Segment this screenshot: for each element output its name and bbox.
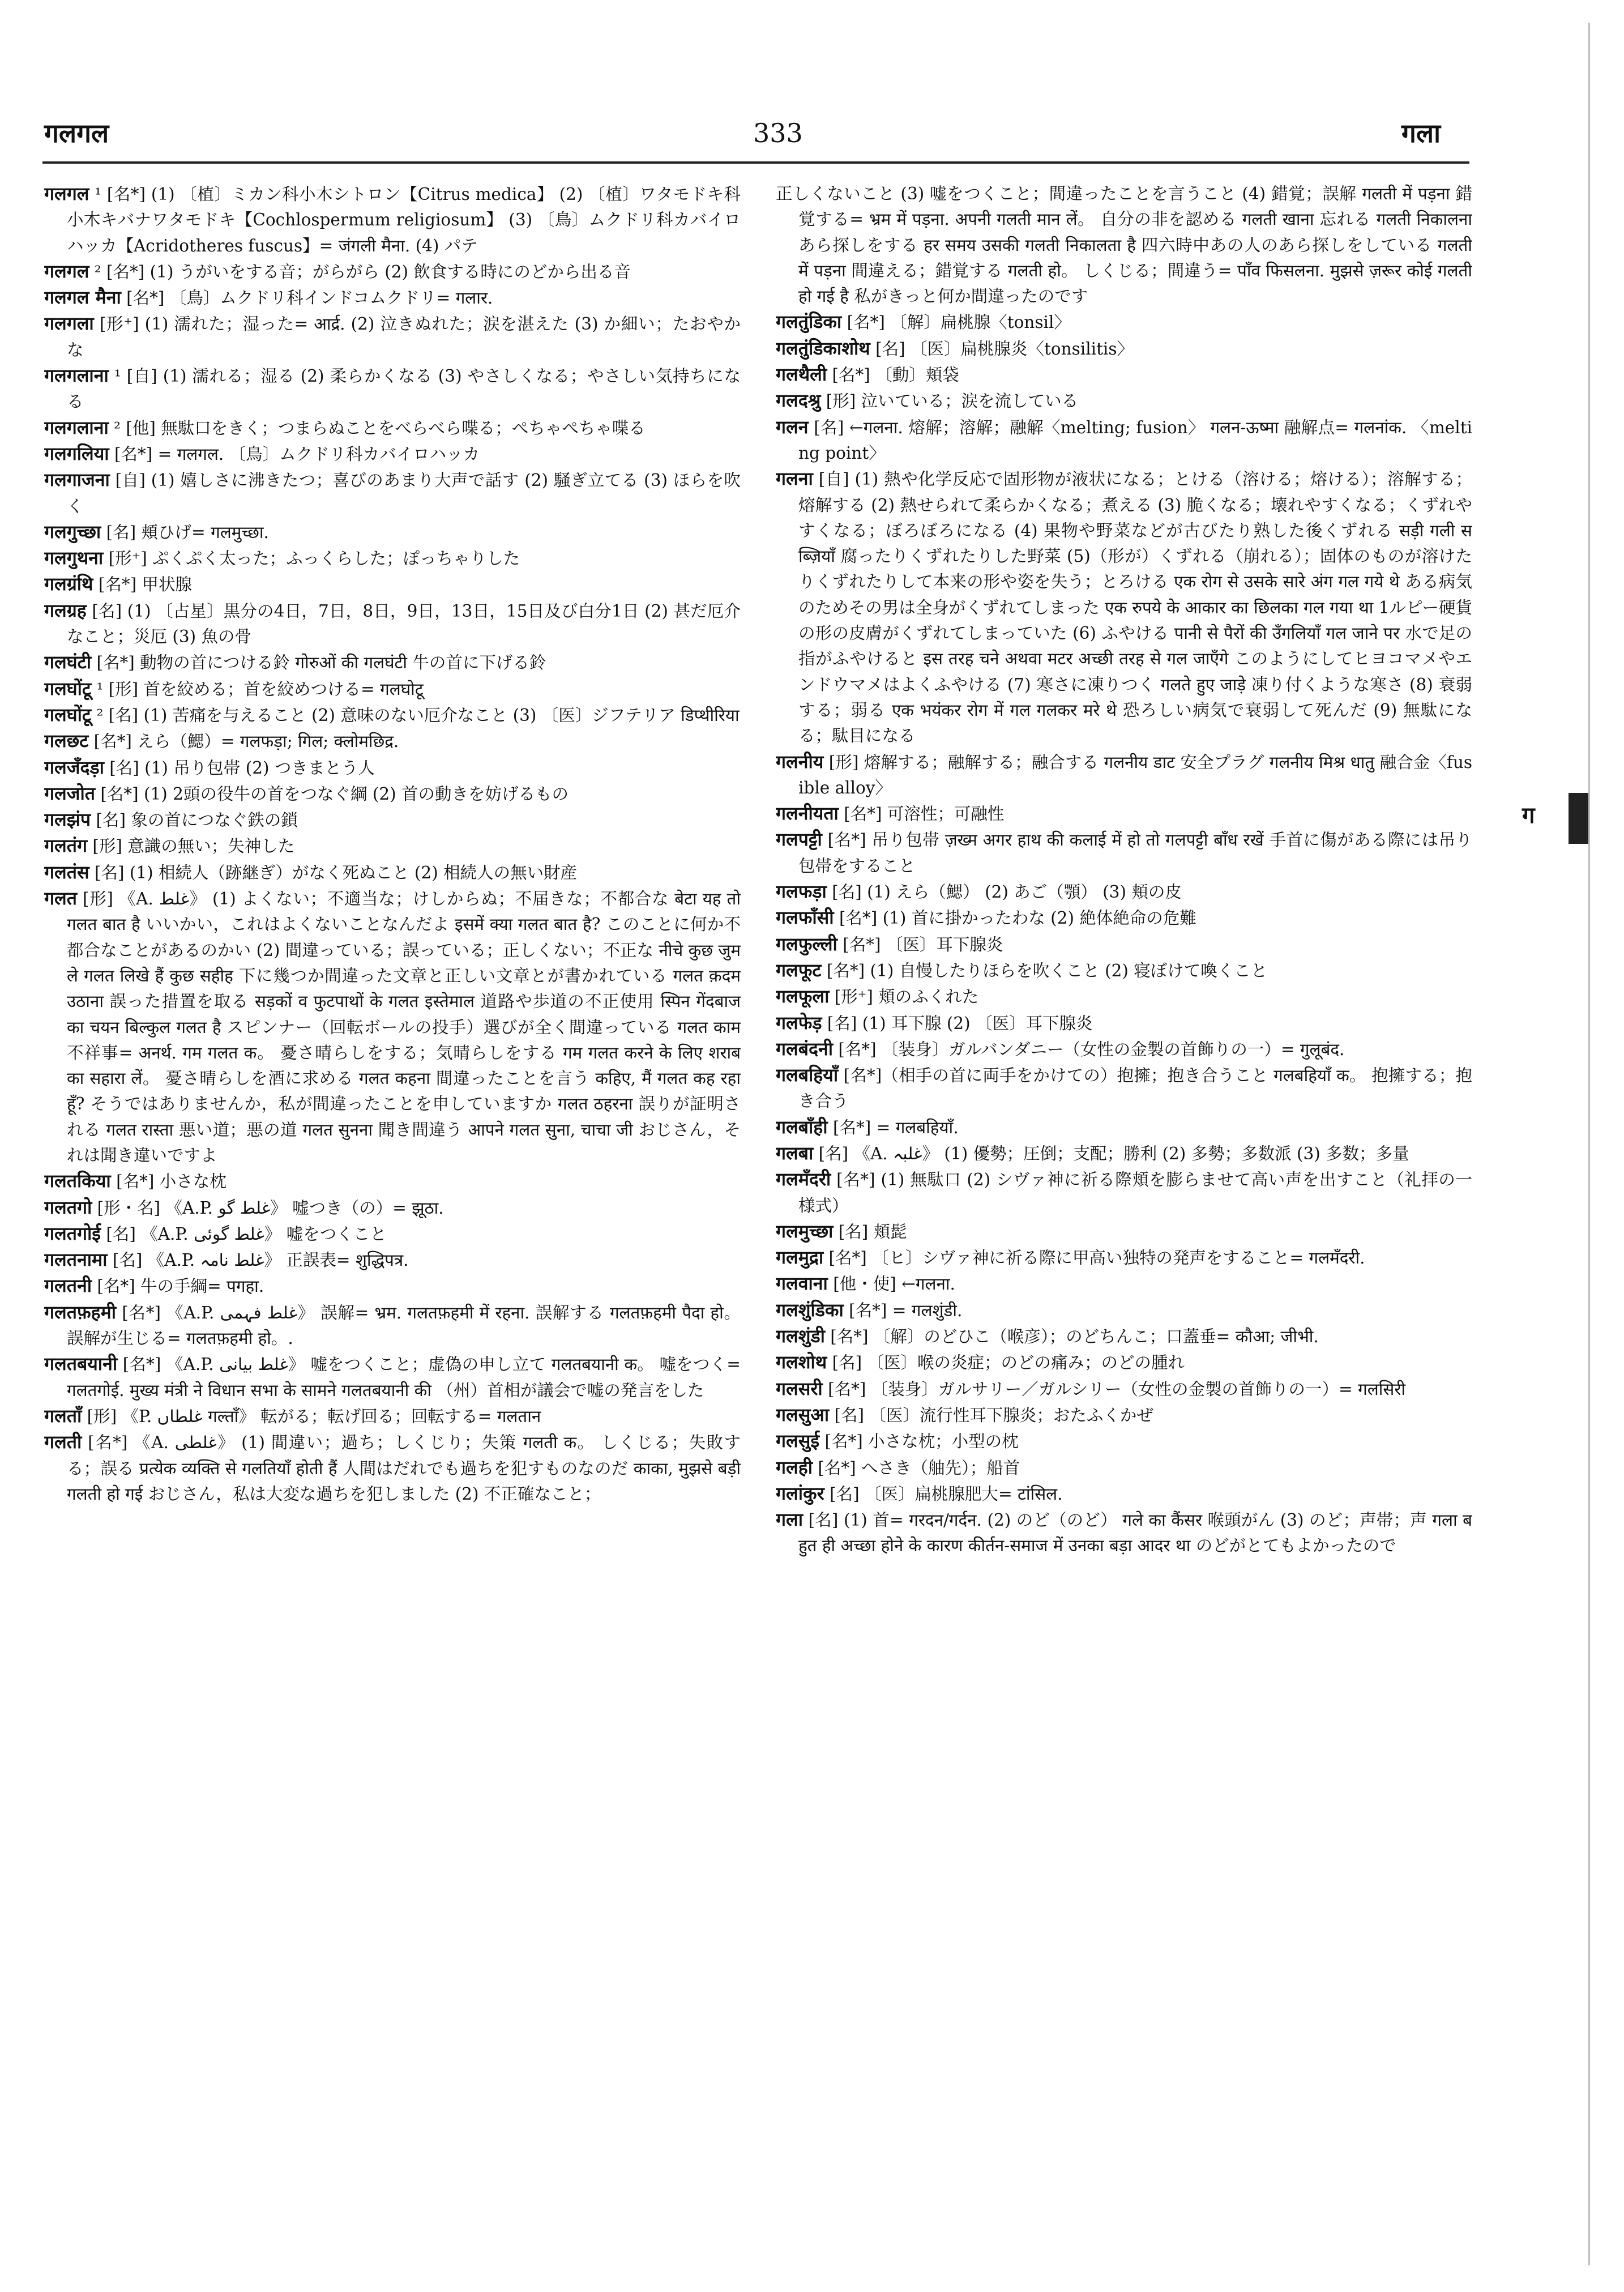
dictionary-entry (776, 1036, 1472, 1062)
entry-headword: गलगला (44, 313, 94, 335)
entry-definition: [名*] 〔動〕頬袋 (832, 365, 959, 385)
entry-headword: गला (776, 1509, 804, 1531)
entry-headword: गलनीय (776, 750, 824, 772)
entry-definition: [他・使] ←गलना. (833, 1274, 955, 1294)
dictionary-entry (44, 181, 741, 259)
entry-headword: गलमुच्छा (776, 1220, 834, 1242)
dictionary-entry (44, 886, 741, 1168)
entry-definition: [名] ←गलना. 熔解；溶解；融解〈melting; fusion〉 गलन-ऊष्मा 融解点= गलनांक. 〈melting point〉 (798, 417, 1472, 463)
entry-headword: गलगलिया (44, 442, 109, 464)
dictionary-entry (776, 1297, 1472, 1324)
entry-headword: गलती (44, 1431, 82, 1453)
dictionary-entry (776, 1167, 1472, 1219)
entry-headword: गलगलाना (44, 365, 109, 387)
dictionary-entry (776, 1219, 1472, 1245)
dictionary-entry (776, 181, 1472, 309)
dictionary-entry (44, 1300, 741, 1352)
entry-headword: गलफूट (776, 959, 822, 981)
entry-headword: गलगल (44, 260, 89, 282)
entry-headword: गलफेड़ (776, 1011, 822, 1034)
entry-definition: [名*] (1) 無駄口 (2) シヴァ神に祈る際頬を膨らませて高い声を出すこと（礼拝の一様式） (798, 1170, 1472, 1215)
dictionary-entry (44, 571, 741, 597)
entry-headword: गलशुंडी (776, 1325, 825, 1347)
entry-definition: [名*] 〔装身〕ガルバンダニー（女性の金製の首飾りの一）= गुलूबंद. (838, 1039, 1345, 1059)
entry-definition: [形⁺] (1) 濡れた；湿った= आर्द्र. (2) 泣きぬれた；涙を湛えた (3) か細い；たおやかな (67, 314, 741, 360)
dictionary-entry (776, 415, 1472, 467)
dictionary-entry (776, 1455, 1472, 1481)
entry-headword: गलतंग (44, 835, 87, 857)
dictionary-entry (776, 905, 1472, 931)
entry-headword: गलवाना (776, 1273, 828, 1295)
entry-headword: गलतनामा (44, 1249, 108, 1271)
entry-definition: [名] 〔医〕扁桃腺肥大= टांसिल. (830, 1484, 1063, 1504)
entry-definition: [名] 頬髭 (838, 1222, 907, 1241)
entry-headword: गलतंस (44, 861, 89, 883)
dictionary-entry (776, 1271, 1472, 1297)
entry-headword: गलतकिया (44, 1170, 111, 1192)
entry-headword: गलजोत (44, 782, 95, 804)
dictionary-entry (44, 363, 741, 415)
dictionary-entry (776, 932, 1472, 958)
entry-headword: गलदश्रु (776, 390, 821, 412)
entry-headword: गलफड़ा (776, 881, 827, 903)
entry-definition: [形] 《A. غلط》 (1) よくない；不適当な；けしからぬ；不届きな；不都合な बेटा यह तो गलत बात है いいかい，これはよくないことなんだよ इसमें क्या गलत बात है? このことに何か不都合なことがあるのかい (2) 間違っている；誤っている；正しくない；不正な नीचे कुछ जुमले गलत लिखे हैं कुछ सहीह 下に幾つか間違った文章と正しい文章とが書かれている गलत क़दम उठाना 誤った措置を取る सड़कों व फुटपाथों के गलत इस्तेमाल 道路や歩道の不正使用 स्पिन गेंदबाज का चयन बिल्कुल गलत है スピンナー（回転ボールの投手）選びが全く間違っている गलत काम 不祥事= अनर्थ. गम गलत क。 憂さ晴らしをする；気晴らしをする गम गलत करने के लिए शराब का सहारा लें。 憂さ晴らしを酒に求める गलत कहना 間違ったことを言う कहिए, मैं गलत कह रहा हूँ? そうではありませんか，私が間違ったことを申していますか गलत ठहरना 誤りが証明される गलत रास्ता 悪い道；悪の道 गलत सुनना 聞き間違う आपने गलत सुना, चाचा जी おじさん，それは聞き違いですよ (67, 889, 741, 1165)
entry-definition: [名*] 牛の手綱= पगहा. (97, 1277, 264, 1296)
dictionary-entry (776, 958, 1472, 984)
entry-definition: [名] 〔医〕流行性耳下腺炎；おたふくかぜ (834, 1405, 1153, 1425)
dictionary-entry (44, 1403, 741, 1429)
entry-definition: [名*] (1) 自慢したりほらを吹くこと (2) 寝ぼけて喚くこと (826, 961, 1268, 980)
entry-headword: गलत (44, 887, 77, 910)
entry-definition: ¹ [自] (1) 濡れる；湿る (2) 柔らかくなる (3) やさしくなる；やさしい気持ちになる (67, 366, 741, 412)
entry-definition: [名*] = गलबहियाँ. (832, 1117, 959, 1137)
entry-headword: गलबा (776, 1142, 814, 1164)
entry-definition: [名*] = गलशुंडी. (849, 1300, 963, 1320)
dictionary-entry (44, 1247, 741, 1273)
entry-definition: [名] (1) えら（鰓） (2) あご（顎） (3) 頬の皮 (832, 882, 1182, 902)
entry-headword: गलसरी (776, 1377, 823, 1399)
entry-headword: गलगल मैना (44, 287, 121, 309)
entry-headword: गलसुआ (776, 1403, 830, 1425)
entry-definition: [形] 意識の無い；失神した (92, 836, 295, 856)
dictionary-entry (776, 336, 1472, 362)
entry-headword: गलफूला (776, 985, 830, 1008)
page-edge-line (1588, 23, 1590, 2265)
dictionary-entry (44, 833, 741, 859)
entry-definition: [名*] 吊り包帯 ज़ख्म अगर हाथ की कलाई में हो तो गलपट्टी बाँध रखें 手首に傷がある際には吊り包帯をすること (798, 830, 1472, 876)
dictionary-entry (776, 1010, 1472, 1036)
entry-definition: [名*] 小さな枕 (116, 1172, 226, 1192)
entry-headword: गलग्रह (44, 599, 87, 621)
entry-definition: [名*] へさき（舳先）；船首 (818, 1458, 1020, 1478)
entry-definition: [名*] = गलगल. 〔鳥〕ムクドリ科カバイロハッカ (114, 444, 480, 464)
dictionary-entry (776, 1481, 1472, 1507)
entry-definition: [名*] 〔装身〕ガルサリー／ガルシリー（女性の金製の首飾りの一）= गलसिरी (828, 1379, 1406, 1399)
dictionary-entry (776, 879, 1472, 905)
entry-definition: [名*] 《A.P. غلط بیانی》 嘘をつくこと；虚偽の申し立て गलतबयानी क。 嘘をつく= गलतगोई. मुख्य मंत्री ने विधान सभा के सामने गलतबयानी की （州）首相が議会で嘘の発言をした (67, 1355, 741, 1400)
entry-headword: गलगल (44, 183, 89, 204)
thumb-index-letter: ग (1522, 802, 1535, 829)
dictionary-entry (44, 650, 741, 676)
entry-headword: गलबाँही (776, 1116, 828, 1138)
entry-definition: [名*] 動物の首につける鈴 गोरुओं की गलघंटी 牛の首に下げる鈴 (96, 653, 546, 673)
entry-headword: गलग्रंथि (44, 573, 93, 595)
entry-headword: गलमँदरी (776, 1168, 831, 1190)
dictionary-entry (776, 1402, 1472, 1428)
entry-headword: गलगुथना (44, 547, 104, 569)
entry-definition: [名*] (1) 首に掛かったわな (2) 絶体絶命の危難 (839, 908, 1196, 928)
entry-headword: गलतगोई (44, 1222, 101, 1244)
entry-definition: [名*] えら（鰓）= गलफड़ा; गिल; क्लोमछिद्र. (93, 732, 399, 752)
dictionary-entry (44, 259, 741, 285)
entry-definition: ² [名*] (1) うがいをする音；がらがら (2) 飲食する時にのどから出る音 (94, 262, 631, 281)
dictionary-entry (44, 702, 741, 728)
entry-headword: गलफुल्ली (776, 933, 837, 955)
dictionary-entry (776, 1062, 1472, 1115)
dictionary-entry (44, 441, 741, 467)
entry-headword: गलतुंडिकाशोथ (776, 337, 870, 359)
dictionary-entry (776, 1507, 1472, 1559)
header-left-guideword: गलगल (44, 118, 109, 148)
dictionary-entry (44, 781, 741, 807)
entry-definition: [自] (1) 嬉しさに沸きたつ；喜びのあまり大声で話す (2) 騒ぎ立てる (3) ほらを吹く (67, 471, 741, 516)
entry-definition: [名*] 可溶性；可融性 (844, 804, 1005, 824)
entry-definition: [名] 〔医〕喉の炎症；のどの痛み；のどの腫れ (832, 1353, 1185, 1373)
dictionary-entry (44, 519, 741, 545)
dictionary-entry (776, 984, 1472, 1010)
entry-headword: गलसुई (776, 1430, 820, 1452)
entry-headword: गलतबयानी (44, 1353, 118, 1375)
entry-headword: गलफाँसी (776, 907, 834, 929)
entry-headword: गलमुद्रा (776, 1247, 824, 1269)
dictionary-entry (776, 1115, 1472, 1141)
entry-definition: 正しくないこと (3) 嘘をつくこと；間違ったことを言うこと (4) 錯覚；誤解 गलती में पड़ना 錯覚する= भ्रम में पड़ना. अपनी गलती मान लें。 自分の非を認める गलती खाना 忘れる गलती निकालना あら探しをする हर समय उसकी गलती निकालता है 四六時中あの人のあら探しをしている गलती में पड़ना 間違える；錯覚する गलती हो。 しくじる；間違う= पाँव फिसलना. मुझसे ज़रूर कोई गलती हो गई है 私がきっと何か間違ったのです (776, 184, 1472, 306)
dictionary-entry (44, 755, 741, 781)
right-column (776, 181, 1472, 2265)
dictionary-entry (44, 676, 741, 702)
entry-definition: [名*] 〔ヒ〕シヴァ神に祈る際に甲高い独特の発声をすること= गलमँदरी. (828, 1248, 1365, 1268)
dictionary-entry (44, 545, 741, 571)
page-number: 333 (753, 118, 803, 148)
dictionary-entry (44, 1168, 741, 1194)
dictionary-entry (44, 728, 741, 754)
dictionary-entry (44, 1351, 741, 1403)
dictionary-entry (44, 807, 741, 833)
entry-headword: गलबहियाँ (776, 1064, 839, 1086)
entry-definition: [名] 象の首につなぐ鉄の鎖 (96, 810, 298, 830)
entry-definition: [名] 《A.P. غلط گوئی》 嘘をつくこと (106, 1224, 387, 1244)
dictionary-entry (44, 860, 741, 886)
dictionary-entry (44, 1273, 741, 1299)
entry-headword: गलथैली (776, 364, 827, 386)
entry-headword: गलगाजना (44, 469, 110, 491)
header-right-guideword: गला (1401, 118, 1441, 148)
entry-headword: गलगलाना (44, 416, 109, 438)
dictionary-entry (44, 598, 741, 650)
entry-headword: गलझंप (44, 809, 91, 831)
entry-definition: [名*] 〔解〕のどひこ（喉彦）；のどちんこ；口蓋垂= कौआ; जीभी. (830, 1327, 1319, 1347)
dictionary-entry (776, 466, 1472, 749)
dictionary-entry (776, 827, 1472, 879)
entry-definition: [形⁺] ぷくぷく太った；ふっくらした；ぽっちゃりした (108, 549, 520, 569)
entry-headword: गलन (776, 416, 809, 438)
left-column (44, 181, 741, 2265)
dictionary-entry (44, 1429, 741, 1507)
entry-definition: [名] (1) 首= गरदन/गर्दन. (2) のど（のど） गले का कैंसर 喉頭がん (3) のど；声帯；声 गला बहुत ही अच्छा होने के कारण कीर्तन-समाज में उनका बड़ा आदर था のどがとてもよかったので (798, 1510, 1472, 1556)
entry-definition: [名*]（相手の首に両手をかけての）抱擁；抱き合うこと गलबहियाँ क。 抱擁する；抱き合う (798, 1066, 1472, 1111)
entry-definition: [形] 泣いている；涙を流している (826, 391, 1079, 411)
entry-definition: [形⁺] 頬のふくれた (834, 987, 979, 1007)
entry-definition: [名*] (1) 2頭の役牛の首をつなぐ綱 (2) 首の動きを妨げるもの (100, 784, 569, 804)
entry-definition: [名*] 甲状腺 (98, 575, 193, 595)
dictionary-entry (776, 749, 1472, 801)
entry-definition: ² [他] 無駄口をきく；つまらぬことをべらべら喋る；ぺちゃぺちゃ喋る (114, 418, 646, 438)
entry-definition: [名] 《A. غلبہ》 (1) 優勢；圧倒；支配；勝利 (2) 多勢；多数派 (3) 多数；多量 (818, 1143, 1409, 1163)
entry-definition: [形] 《P. غلطاں गल्ताँ》 転がる；転げ回る；回転する= गलतान (87, 1406, 541, 1426)
entry-definition: [形] 熔解する；融解する；融合する गलनीय डाट 安全プラグ गलनीय मिश्र धातु 融合金〈fusible alloy〉 (798, 752, 1472, 797)
dictionary-entry (776, 1245, 1472, 1271)
entry-definition: [名*] 《A.P. غلط فہمی》 誤解= भ्रम. गलतफ़हमी में रहना. 誤解する गलतफ़हमी पैदा हो。 誤解が生じる= गलतफ़हमी हो。. (67, 1303, 741, 1348)
entry-headword: गलही (776, 1456, 813, 1478)
dictionary-entry (44, 415, 741, 441)
dictionary-entry (776, 1350, 1472, 1376)
entry-headword: गलना (776, 468, 813, 490)
entry-headword: गलांकुर (776, 1482, 824, 1504)
entry-headword: गलछट (44, 730, 89, 752)
dictionary-entry (44, 311, 741, 363)
entry-headword: गलघंटी (44, 651, 92, 673)
entry-definition: [名] (1) 〔占星〕黒分の4日，7日，8日，9日，13日，15日及び白分1日 (2) 甚だ厄介なこと；災厄 (3) 魚の骨 (67, 601, 741, 647)
entry-headword: गलजँदड़ा (44, 756, 104, 778)
entry-headword: गलतुंडिका (776, 311, 842, 333)
entry-definition: ¹ [形] 首を絞める；首を絞めつける= गलघोटू (96, 679, 424, 699)
entry-definition: [名*] 《A. غلطی》 (1) 間違い；過ち；しくじり；失策 गलती क。 しくじる；失敗する；誤る प्रत्येक व्यक्ति से गलतियाँ होती हैं 人間はだれでも過ちを犯すものなのだ काका, मुझसे बड़ी गलती हो गई おじさん，私は大変な過ちを犯しました (2) 不正確なこと； (67, 1433, 741, 1504)
entry-headword: गलतनी (44, 1275, 92, 1297)
entry-definition: [名*] 〔解〕扁桃腺〈tonsil〉 (847, 313, 1071, 332)
dictionary-entry (776, 801, 1472, 827)
thumb-index-tab (1569, 793, 1589, 844)
dictionary-entry (44, 1221, 741, 1247)
entry-definition: [名] 〔医〕扁桃腺炎〈tonsilitis〉 (875, 339, 1134, 358)
entry-definition: [名] (1) 耳下腺 (2) 〔医〕耳下腺炎 (827, 1013, 1093, 1033)
entry-headword: गलगुच्छा (44, 520, 101, 543)
entry-headword: गलशोथ (776, 1351, 827, 1373)
entry-headword: गलताँ (44, 1405, 82, 1427)
header-rule (42, 161, 1469, 164)
entry-definition: ² [名] (1) 苦痛を与えること (2) 意味のない厄介なこと (3) 〔医〕ジフテリア डिप्थीरिया (96, 705, 740, 725)
entry-headword: गलघोंटू (44, 703, 92, 725)
entry-definition: [自] (1) 熱や化学反応で固形物が液状になる；とける（溶ける；熔ける）；溶解する；熔解する (2) 熱せられて柔らかくなる；煮える (3) 脆くなる；壊れやすくなる；くずれやすくなる；ぼろぼろになる (4) 果物や野菜などが古びたり熟した後くずれる सड़ी गली सब्ज़ियाँ 腐ったりくずれたりした野菜 (5)（形が）くずれる（崩れる）；固体のものが溶けたりくずれたりして本来の形や姿を失う；とろける एक रोग से उसके सारे अंग गल गये थे ある病気のためその男は全身がくずれてしまった एक रुपये के आकार का छिलका गल गया था 1ルピー硬貨の形の皮膚がくずれてしまっていた (6) ふやける पानी से पैरों की उँगलियाँ गल जाने पर 水で足の指がふやけると इस तरह चने अथवा मटर अच्छी तरह से गल जाएँगे このようにしてヒヨコマメやエンドウマメはよくふやける (7) 寒さに凍りつく गलते हुए जाड़े 凍り付くような寒さ (8) 衰弱する；弱る एक भयंकर रोग में गल गलकर मरे थे 恐ろしい病気で衰弱して死んだ (9) 無駄になる；駄目になる (798, 470, 1472, 746)
dictionary-entry (776, 1428, 1472, 1454)
entry-headword: गलपट्टी (776, 829, 822, 851)
dictionary-entry (776, 1324, 1472, 1350)
dictionary-entry (776, 309, 1472, 335)
entry-headword: गलनीयता (776, 803, 839, 825)
entry-definition: [名*] 〔鳥〕ムクドリ科インドコムクドリ= गलार. (126, 288, 493, 308)
dictionary-entry (44, 285, 741, 311)
entry-headword: गलबंदनी (776, 1038, 834, 1060)
entry-headword: गलतफ़हमी (44, 1301, 117, 1323)
dictionary-entry (776, 1376, 1472, 1402)
dictionary-entry (44, 467, 741, 519)
entry-definition: [名] (1) 吊り包帯 (2) つきまとう人 (109, 758, 375, 778)
entry-definition: [名] (1) 相続人（跡継ぎ）がなく死ぬこと (2) 相続人の無い財産 (94, 863, 578, 882)
dictionary-entry (776, 362, 1472, 388)
entry-definition: [形・名] 《A.P. غلط گو》 嘘つき（の）= झूठा. (97, 1198, 444, 1218)
entry-definition: [名*] 小さな枕；小型の枕 (824, 1432, 1019, 1452)
entry-definition: ¹ [名*] (1) 〔植〕ミカン科小木シトロン【Citrus medica】 (2) 〔植〕ワタモドキ科小木キバナワタモドキ【Cochlospermum religiosum】 (3) 〔鳥〕ムクドリ科カバイロハッカ【Acridotheres fuscus】= जंगली मैना. (4) パテ (67, 185, 741, 255)
entry-definition: [名] 《A.P. غلط نامہ》 正誤表= शुद्धिपत्र. (112, 1250, 409, 1270)
dictionary-entry (776, 1141, 1472, 1167)
entry-definition: [名] 頬ひげ= गलमुच्छा. (106, 522, 269, 542)
entry-headword: गलशुंडिका (776, 1299, 844, 1321)
entry-definition: [名*] 〔医〕耳下腺炎 (843, 934, 1003, 954)
dictionary-entry (44, 1195, 741, 1221)
dictionary-entry (776, 388, 1472, 414)
entry-headword: गलघोंटू (44, 677, 92, 699)
entry-headword: गलतगो (44, 1196, 92, 1218)
